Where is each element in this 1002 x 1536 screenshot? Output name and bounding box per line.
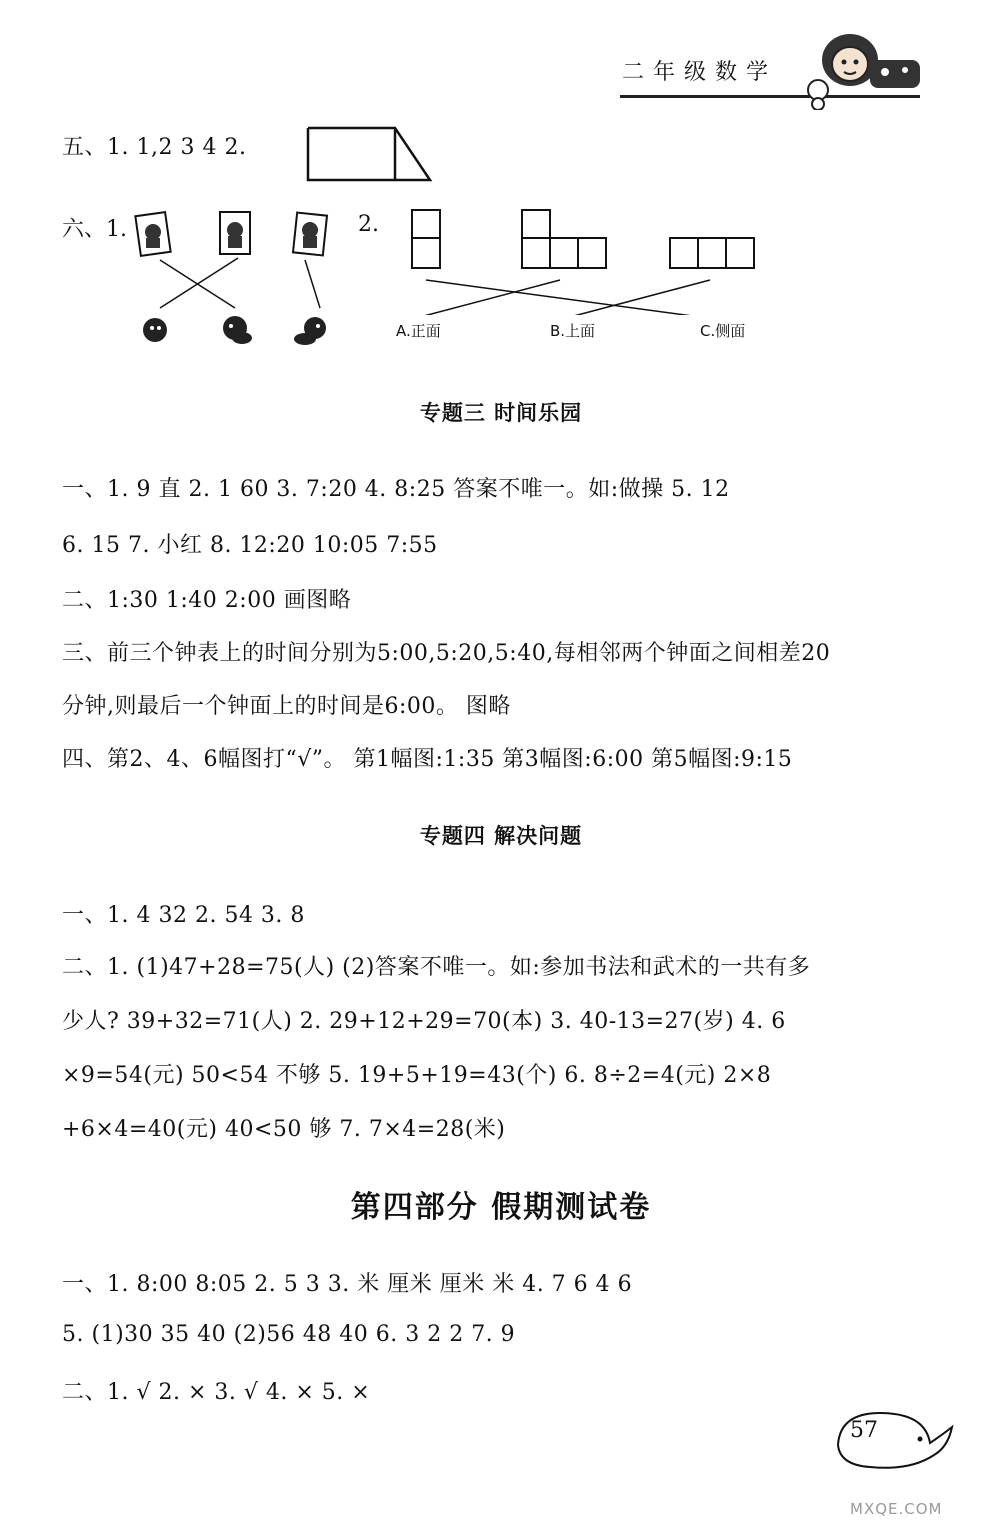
- view-label-top: B.上面: [550, 322, 596, 340]
- page-number: 57: [850, 1418, 878, 1443]
- view-matching-figure: [400, 205, 770, 315]
- section6-q2-label: 2.: [358, 212, 379, 237]
- topic3-title: 专题三 时间乐园: [419, 401, 583, 425]
- topic4-line-1: 一、1. 4 32 2. 54 3. 8: [62, 903, 305, 928]
- topic3-line-1: 一、1. 9 直 2. 1 60 3. 7:20 4. 8:25 答案不唯一。如:做操 5. 12: [62, 477, 730, 502]
- topic3-line-3: 二、1:30 1:40 2:00 画图略: [62, 588, 352, 613]
- section6-q1-label: 六、1.: [62, 217, 127, 242]
- part4-line-2: 5. (1)30 35 40 (2)56 48 40 6. 3 2 2 7. 9: [62, 1322, 516, 1347]
- part4-title: 第四部分 假期测试卷: [350, 1190, 652, 1225]
- topic3-line-6: 四、第2、4、6幅图打“√”。 第1幅图:1:35 第3幅图:6:00 第5幅图:9:15: [62, 747, 793, 772]
- section5-q1: 五、1. 1,2 3 4 2.: [62, 135, 247, 160]
- view-label-front: A.正面: [396, 322, 441, 340]
- photo-matching-figure: [130, 208, 350, 348]
- topic4-line-5: +6×4=40(元) 40<50 够 7. 7×4=28(米): [62, 1117, 506, 1142]
- part4-line-1: 一、1. 8:00 8:05 2. 5 3 3. 米 厘米 厘米 米 4. 7 6 4 6: [62, 1272, 633, 1297]
- topic4-line-3: 少人? 39+32=71(人) 2. 29+12+29=70(本) 3. 40-13=27(岁) 4. 6: [62, 1009, 786, 1034]
- watermark: MXQE.COM: [850, 1500, 943, 1518]
- view-label-side: C.侧面: [700, 322, 746, 340]
- topic3-line-4: 三、前三个钟表上的时间分别为5:00,5:20,5:40,每相邻两个钟面之间相差20: [62, 641, 831, 666]
- topic4-title: 专题四 解决问题: [419, 824, 583, 848]
- topic3-line-5: 分钟,则最后一个钟面上的时间是6:00。 图略: [62, 694, 511, 719]
- topic4-line-2: 二、1. (1)47+28=75(人) (2)答案不唯一。如:参加书法和武术的一共有多: [62, 955, 811, 980]
- cartoon-astronaut-icon: [800, 20, 930, 110]
- trapezoid-figure: [305, 125, 435, 185]
- part4-line-3: 二、1. √ 2. × 3. √ 4. × 5. ×: [62, 1380, 371, 1405]
- book-title: 二年级数学: [622, 60, 778, 85]
- topic4-line-4: ×9=54(元) 50<54 不够 5. 19+5+19=43(个) 6. 8÷2=4(元) 2×8: [62, 1063, 772, 1088]
- topic3-line-2: 6. 15 7. 小红 8. 12:20 10:05 7:55: [62, 533, 438, 558]
